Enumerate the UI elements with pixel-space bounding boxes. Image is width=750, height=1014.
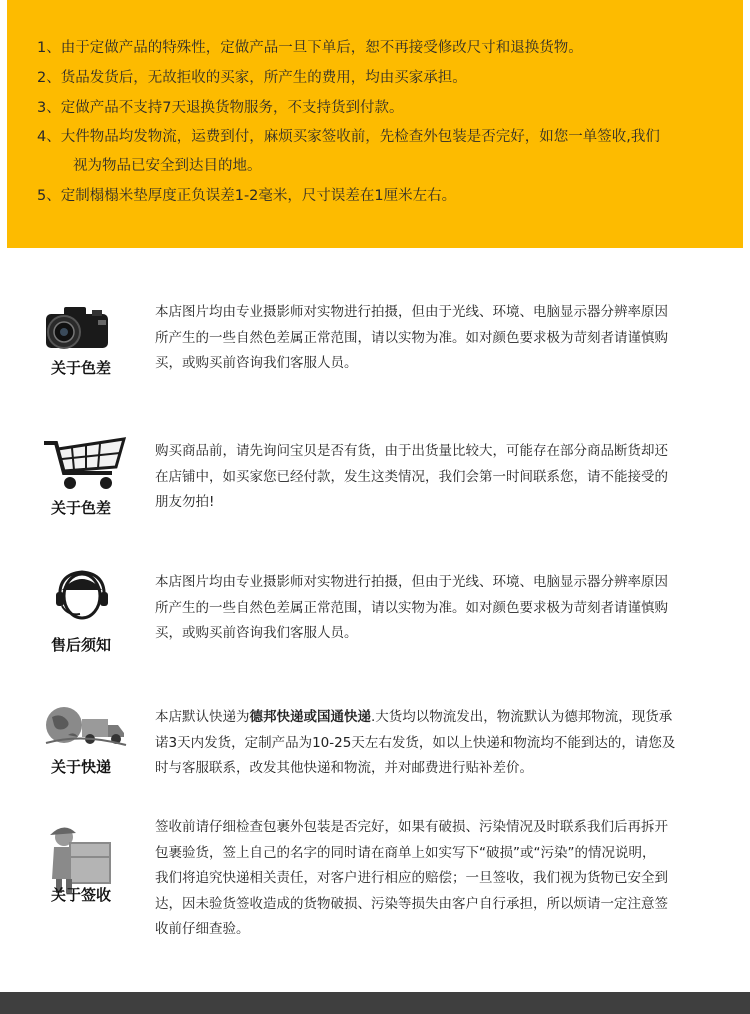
item-label: 关于色差 [50,499,111,517]
courier-package-icon [42,823,122,883]
info-panel [7,248,743,988]
desc-line: 达，因未验货签收造成的货物破损、污染等损失由客户自行承担，所以烦请一定注意签 [155,895,668,912]
notice-line-3: 3、定做产品不支持7天退换货物服务，不支持货到付款。 [37,100,404,116]
desc-line: 在店铺中，如买家您已经付款，发生这类情况，我们会第一时间联系您，请不能接受的 [155,468,668,485]
desc-line: 所产生的一些自然色差属正常范围，请以实物为准。如对颜色要求极为苛刻者请谨慎购 [155,599,668,616]
notice-line-1: 1、由于定做产品的特殊性，定做产品一旦下单后，恕不再接受修改尺寸和退换货物。 [37,40,583,56]
notice-line-4-cont: 视为物品已安全到达目的地。 [73,158,262,174]
shopping-cart-icon [42,433,122,493]
notice-line-5: 5、定制榻榻米垫厚度正负误差1-2毫米，尺寸误差在1厘米左右。 [37,188,457,204]
delivery-truck-globe-icon [42,703,122,763]
notice-banner [7,0,743,248]
desc-line: 本店图片均由专业摄影师对实物进行拍摄，但由于光线、环境、电脑显示器分辨率原因 [155,574,668,590]
headset-service-icon [42,568,122,628]
desc-line: 本店图片均由专业摄影师对实物进行拍摄，但由于光线、环境、电脑显示器分辨率原因 [155,304,668,320]
item-description [155,815,707,943]
bottom-divider [0,992,750,1014]
desc-line: 包裹验货，签上自己的名字的同时请在商单上如实写下“破损”或“污染”的情况说明， [155,844,656,861]
camera-icon [42,304,122,364]
desc-line: 诺3天内发货，定制产品为10-25天左右发货，如以上快递和物流均不能到达的，请您及 [155,734,676,751]
desc-line: 买，或购买前咨询我们客服人员。 [155,625,358,641]
notice-line-4: 4、大件物品均发物流，运费到付，麻烦买家签收前，先检查外包装是否完好，如您一单签收,我们 [37,129,660,145]
desc-line: 所产生的一些自然色差属正常范围，请以实物为准。如对颜色要求极为苛刻者请谨慎购 [155,329,668,346]
item-label: 售后须知 [50,636,111,654]
item-label: 关于快递 [50,758,111,776]
notice-line-2: 2、货品发货后，无故拒收的买家，所产生的费用，均由买家承担。 [37,70,467,86]
desc-line: 购买商品前，请先询问宝贝是否有货，由于出货量比较大，可能存在部分商品断货却还 [155,443,668,459]
desc-line: 我们将追究快递相关责任，对客户进行相应的赔偿；一旦签收，我们视为货物已安全到 [155,870,668,886]
item-label: 关于签收 [50,886,111,904]
desc-line: 买，或购买前咨询我们客服人员。 [155,355,358,371]
desc-text: .大货均以物流发出，物流默认为德邦物流，现货承 [371,709,673,725]
item-description [155,570,707,647]
item-description [155,705,707,782]
item-label: 关于色差 [50,359,111,377]
desc-line [155,705,707,731]
desc-text: 本店默认快递为 [155,709,250,725]
item-description [155,300,707,377]
desc-line: 朋友勿拍! [155,494,215,510]
desc-line: 签收前请仔细检查包裹外包装是否完好，如果有破损、污染情况及时联系我们后再拆开 [155,819,668,835]
desc-line: 时与客服联系，改发其他快递和物流，并对邮费进行贴补差价。 [155,760,533,776]
desc-bold-text: 德邦快递或国通快递 [249,709,371,725]
desc-line: 收前仔细查验。 [155,921,250,937]
item-description [155,439,707,516]
